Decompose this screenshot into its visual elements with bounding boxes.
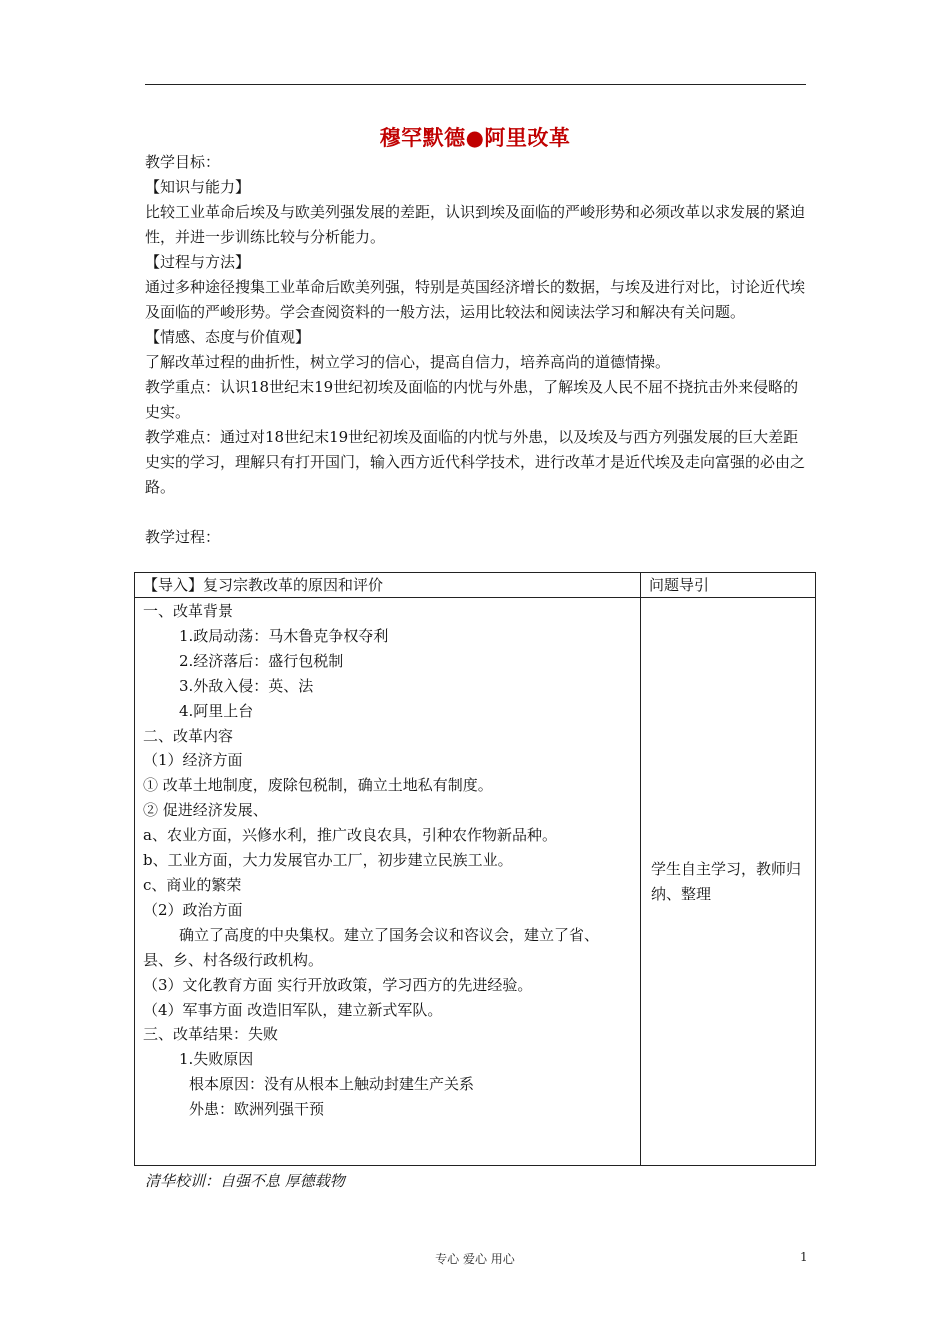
header-left-cell: 【导入】复习宗教改革的原因和评价	[135, 573, 641, 598]
content-line: b、工业方面，大力发展官办工厂，初步建立民族工业。	[143, 851, 513, 870]
document-body	[145, 150, 809, 550]
page-title: 穆罕默德●阿里改革	[379, 125, 571, 150]
school-motto: 清华校训：自强不息 厚德载物	[145, 1172, 345, 1190]
content-line: c、商业的繁荣	[143, 875, 242, 894]
content-line: 1.失败原因	[179, 1050, 254, 1069]
content-line: a、农业方面，兴修水利，推广改良农具，引种农作物新品种。	[143, 826, 557, 845]
content-line: （4）军事方面 改造旧军队，建立新式军队。	[143, 1000, 443, 1019]
content-line: 3.外敌入侵：英、法	[179, 676, 314, 695]
table-content-row	[135, 598, 816, 1166]
key-point: 教学重点：认识18世纪末19世纪初埃及面临的内忧与外患，了解埃及人民不屈不挠抗击外来侵略的史实。	[145, 378, 799, 421]
content-line: 县、乡、村各级行政机构。	[143, 950, 324, 969]
content-line: 一、改革背景	[143, 602, 234, 620]
header-right-cell: 问题导引	[641, 573, 816, 598]
content-line: 根本原因：没有从根本上触动封建生产关系	[189, 1075, 475, 1094]
content-line: 2.经济落后：盛行包税制	[179, 651, 344, 670]
page-number: 1	[800, 1250, 808, 1264]
process-heading: 【过程与方法】	[145, 253, 251, 271]
content-line: 1.政局动荡：马木鲁克争权夺利	[179, 626, 389, 645]
content-line: （2）政治方面	[143, 900, 243, 919]
content-line: （3）文化教育方面 实行开放政策，学习西方的先进经验。	[143, 975, 533, 994]
content-line: 确立了高度的中央集权。建立了国务会议和咨议会，建立了省、	[179, 925, 600, 944]
process-text: 通过多种途径搜集工业革命后欧美列强，特别是英国经济增长的数据，与埃及进行对比，讨论近代埃及面临的严峻形势。学会查阅资料的一般方法，运用比较法和阅读法学习和解决有关问题。	[145, 278, 806, 321]
header-rule	[145, 84, 806, 85]
process-label: 教学过程：	[145, 528, 221, 546]
page-footer: 专心 爱心 用心	[435, 1252, 515, 1266]
side-note-cell: 学生自主学习，教师归纳、整理	[641, 598, 816, 1166]
content-line: （1）经济方面	[143, 751, 243, 770]
difficulty: 教学难点：通过对18世纪末19世纪初埃及面临的内忧与外患，以及埃及与西方列强发展的巨大差距史实的学习，理解只有打开国门，输入西方近代科学技术，进行改革才是近代埃及走向富强的必由之路。	[145, 428, 806, 496]
knowledge-heading: 【知识与能力】	[145, 178, 251, 196]
spacer	[145, 500, 809, 525]
content-line: 4.阿里上台	[179, 701, 254, 720]
content-line: 三、改革结果：失败	[143, 1025, 279, 1044]
teaching-process-table	[134, 572, 816, 1166]
emotion-text: 了解改革过程的曲折性，树立学习的信心，提高自信力，培养高尚的道德情操。	[145, 353, 671, 371]
goals-heading: 教学目标：	[145, 153, 221, 171]
content-line: ② 促进经济发展、	[143, 801, 268, 820]
content-line: 外患：欧洲列强干预	[189, 1100, 325, 1119]
knowledge-text: 比较工业革命后埃及与欧美列强发展的差距，认识到埃及面临的严峻形势和必须改革以求发展的紧迫性，并进一步训练比较与分析能力。	[145, 203, 806, 246]
content-line: 二、改革内容	[143, 726, 234, 745]
content-line: ① 改革土地制度，废除包税制，确立土地私有制度。	[143, 776, 493, 795]
table-header-row	[135, 573, 816, 598]
content-cell	[135, 598, 641, 1166]
emotion-heading: 【情感、态度与价值观】	[145, 328, 311, 346]
